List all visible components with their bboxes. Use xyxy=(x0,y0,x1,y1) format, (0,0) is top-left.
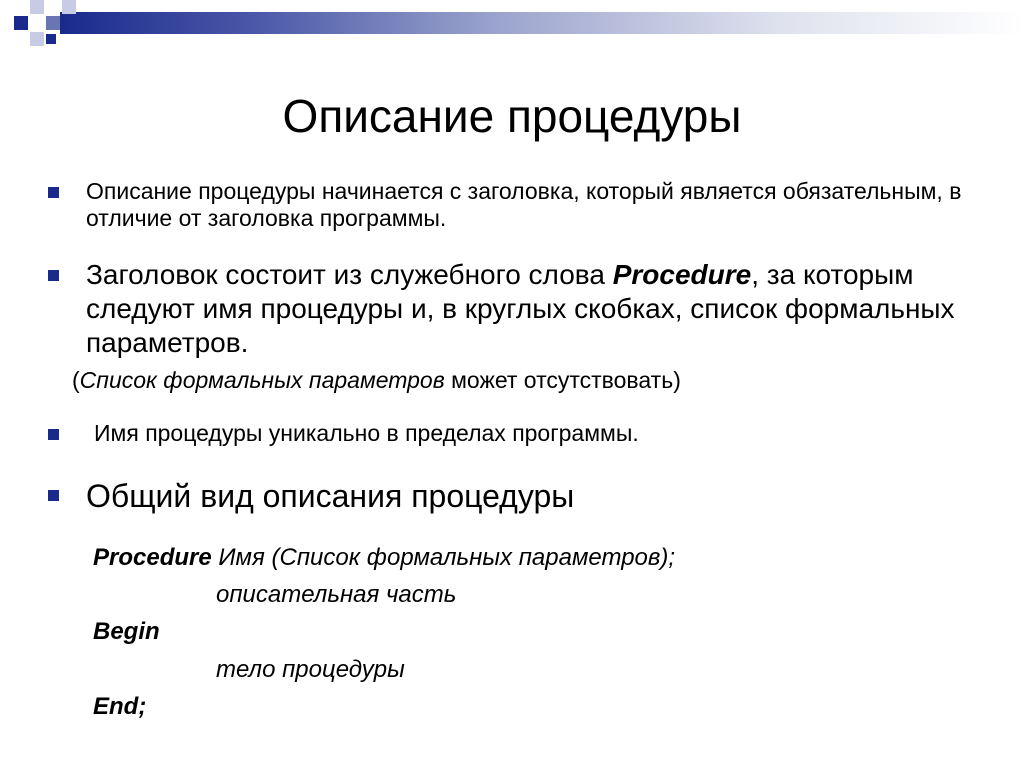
code-keyword-procedure: Procedure xyxy=(93,544,212,571)
code-keyword-begin: Begin xyxy=(93,618,160,645)
header-gradient-bar xyxy=(60,12,1024,34)
square-bullet-icon xyxy=(48,187,59,198)
code-line-header xyxy=(93,543,675,573)
square-bullet-icon xyxy=(48,429,59,440)
code-line-declarations: описательная часть xyxy=(216,581,457,608)
code-line-body: тело процедуры xyxy=(216,656,405,683)
decorative-square xyxy=(62,0,76,14)
note-rest: может отсутствовать) xyxy=(444,367,681,393)
bullet-text-part: Заголовок состоит из служебного слова xyxy=(86,259,613,290)
parameters-note xyxy=(72,366,681,394)
decorative-square xyxy=(14,16,28,30)
bullet-text xyxy=(86,258,984,360)
bullet-text-part: , за которым следуют имя процедуры и, в круглых скобках, список формальных параметров. xyxy=(86,259,955,358)
decorative-square xyxy=(46,16,60,30)
bullet-text: Общий вид описания процедуры xyxy=(86,478,575,514)
bullet-text: Описание процедуры начинается с заголовка, который является обязательным, в отличие от заголовка программы. xyxy=(86,178,962,231)
decorative-square xyxy=(46,34,56,44)
slide-title: Описание процедуры xyxy=(282,90,742,142)
decorative-square xyxy=(30,0,44,14)
code-header-rest: Имя (Список формальных параметров); xyxy=(211,544,676,571)
code-keyword-end: End; xyxy=(93,693,147,720)
decorative-square xyxy=(30,32,44,46)
square-bullet-icon xyxy=(48,270,59,281)
bullet-text: Имя процедуры уникально в пределах программы. xyxy=(94,420,639,446)
decorative-header-band xyxy=(0,0,1024,50)
square-bullet-icon xyxy=(48,490,59,501)
procedure-keyword: Procedure xyxy=(612,259,752,290)
note-italic-part: Список формальных параметров xyxy=(79,367,445,393)
note-open-paren: ( xyxy=(72,367,80,393)
